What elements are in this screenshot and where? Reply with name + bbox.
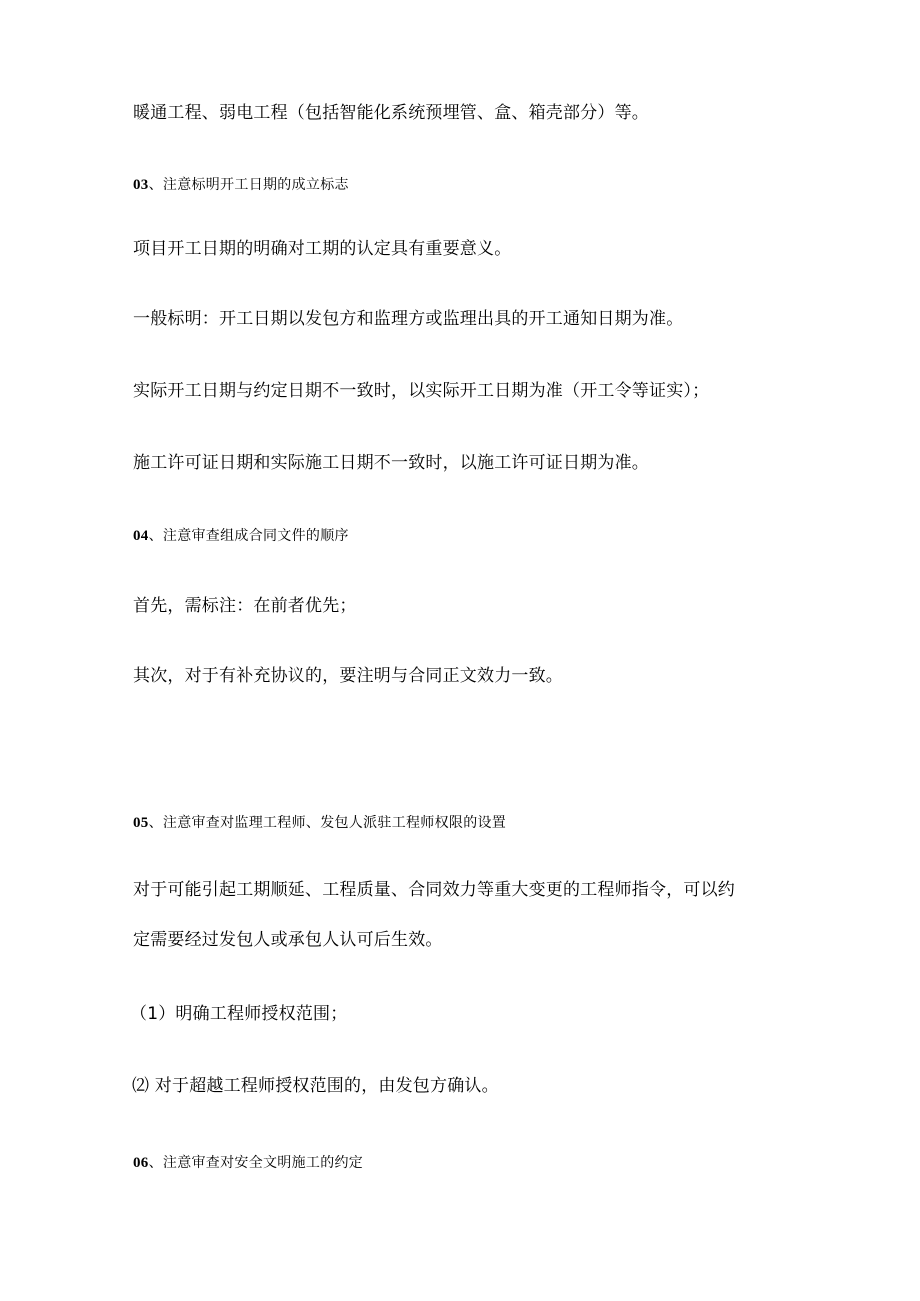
section-number: 03 [133, 177, 149, 193]
section-heading-05 [133, 812, 506, 834]
section-number: 06 [133, 1155, 149, 1171]
paragraph-start-date-general: 一般标明：开工日期以发包方和监理方或监理出具的开工通知日期为准。 [133, 309, 684, 329]
paragraph-engineer-instruction-line2: 定需要经过发包人或承包人认可后生效。 [133, 930, 443, 950]
paragraph-start-date-importance: 项目开工日期的明确对工期的认定具有重要意义。 [133, 239, 512, 259]
paragraph-first-priority: 首先，需标注：在前者优先； [133, 596, 357, 616]
paragraph-engineer-instruction-line1: 对于可能引起工期顺延、工程质量、合同效力等重大变更的工程师指令，可以约 [133, 880, 735, 900]
section-title: 、注意标明开工日期的成立标志 [148, 177, 349, 193]
section-title: 、注意审查对监理工程师、发包人派驻工程师权限的设置 [148, 815, 507, 831]
section-heading-03 [133, 174, 349, 196]
paragraph-hvac-weak-current: 暖通工程、弱电工程（包括智能化系统预埋管、盒、箱壳部分）等。 [133, 103, 649, 123]
list-item-1: （1）明确工程师授权范围； [130, 1004, 348, 1024]
section-heading-06 [133, 1152, 363, 1174]
section-heading-04 [133, 525, 349, 547]
section-title: 、注意审查对安全文明施工的约定 [148, 1155, 364, 1171]
paragraph-supplementary-agreement: 其次，对于有补充协议的，要注明与合同正文效力一致。 [133, 666, 563, 686]
paragraph-actual-start-date: 实际开工日期与约定日期不一致时，以实际开工日期为准（开工令等证实）； [133, 381, 710, 401]
list-item-2: ⑵ 对于超越工程师授权范围的，由发包方确认。 [132, 1076, 499, 1096]
paragraph-permit-date: 施工许可证日期和实际施工日期不一致时，以施工许可证日期为准。 [133, 453, 649, 473]
section-title: 、注意审查组成合同文件的顺序 [148, 528, 349, 544]
section-number: 05 [133, 815, 149, 831]
section-number: 04 [133, 528, 149, 544]
